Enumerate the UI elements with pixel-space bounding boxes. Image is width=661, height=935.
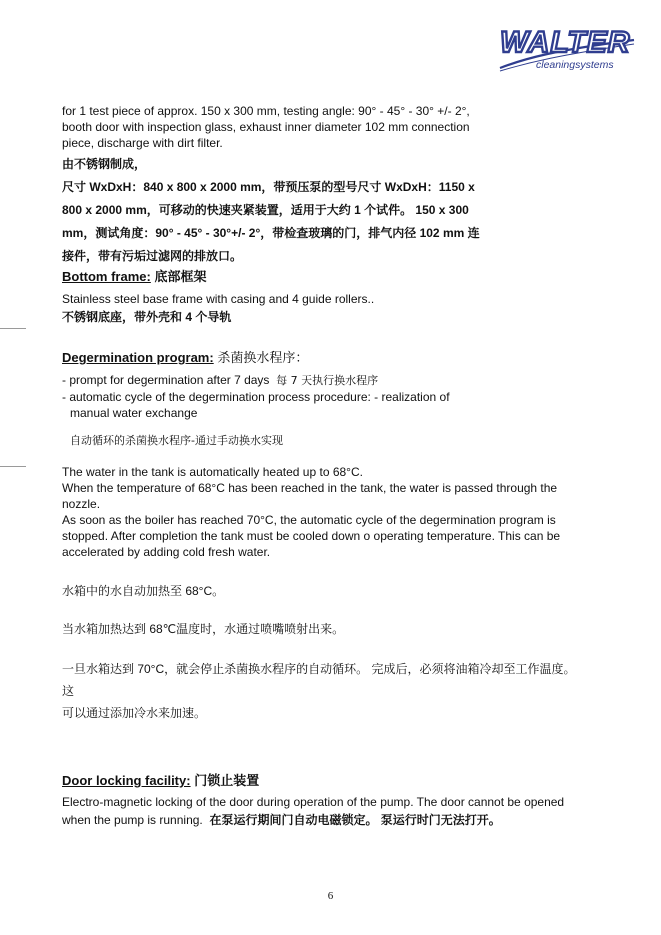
- intro-cn-line: 800 x 2000 mm，可移动的快速夹紧装置，适用于大约 1 个试件。 150 x 300: [62, 203, 469, 217]
- degermination-bullet-1-en: - prompt for degermination after 7 days: [62, 373, 270, 387]
- intro-en-line: piece, discharge with dirt filter.: [62, 136, 223, 150]
- intro-cn-line: mm，测试角度：90° - 45° - 30°+/- 2°，带检查玻璃的门，排气内径 102 mm 连: [62, 226, 480, 240]
- intro-en-line: for 1 test piece of approx. 150 x 300 mm, testing angle: 90° - 45° - 30° +/- 2°,: [62, 104, 470, 118]
- degermination-cn-1: 水箱中的水自动加热至 68°C。: [62, 584, 225, 598]
- logo-tagline: cleaningsystems: [536, 59, 614, 71]
- door-locking-en: Electro-magnetic locking of the door during operation of the pump. The door cannot be opened: [62, 795, 565, 809]
- intro-cn-line: 尺寸 WxDxH：840 x 800 x 2000 mm，带预压泵的型号尺寸 WxDxH：1150 x: [62, 180, 475, 194]
- degermination-bullet-2-cn: 自动循环的杀菌换水程序-通过手动换水实现: [70, 434, 283, 447]
- intro-cn-line: 接件，带有污垢过滤网的排放口。: [62, 249, 243, 263]
- degermination-bullet-2-cont: manual water exchange: [70, 406, 198, 420]
- page-margin-mark-2: [0, 466, 26, 467]
- door-locking-heading-en: Door locking facility:: [62, 773, 191, 788]
- degermination-para-line: As soon as the boiler has reached 70°C, the automatic cycle of the degermination program is: [62, 513, 556, 527]
- degermination-para-line: nozzle.: [62, 497, 101, 511]
- degermination-para-line: When the temperature of 68°C has been reached in the tank, the water is passed through the: [62, 481, 558, 495]
- page-margin-mark-1: [0, 328, 26, 329]
- bottom-frame-en: Stainless steel base frame with casing and 4 guide rollers..: [62, 292, 375, 306]
- intro-cn-line: 由不锈钢制成，: [62, 157, 147, 171]
- degermination-bullet-1: [62, 372, 582, 389]
- door-locking-line-2: [62, 811, 582, 829]
- degermination-heading-en: Degermination program:: [62, 350, 214, 365]
- bottom-frame-heading: [62, 268, 582, 286]
- degermination-bullet-2: - automatic cycle of the degermination process procedure: - realization of: [62, 390, 450, 404]
- degermination-paragraph-en: [62, 464, 582, 560]
- walter-logo-graphic: [496, 28, 638, 74]
- page-number: 6: [327, 890, 334, 902]
- door-locking-heading-cn: 门锁止装置: [194, 773, 260, 788]
- degermination-cn-3-cont: 可以通过添加冷水来加速。: [62, 706, 207, 720]
- document-body: [62, 103, 582, 829]
- degermination-bullet-1-cn: 每 7 天执行换水程序: [276, 374, 379, 387]
- bottom-frame-cn: 不锈钢底座，带外壳和 4 个导轨: [62, 310, 232, 324]
- door-locking-cn: 在泵运行期间门自动电磁锁定。 泵运行时门无法打开。: [209, 813, 501, 827]
- logo-brand-text: WALTER: [500, 28, 631, 59]
- door-locking-en-2: when the pump is running.: [62, 813, 203, 827]
- degermination-para-line: The water in the tank is automatically heated up to 68°C.: [62, 465, 363, 479]
- intro-en-line: booth door with inspection glass, exhaust inner diameter 102 mm connection: [62, 120, 470, 134]
- degermination-cn-2: 当水箱加热达到 68℃温度时，水通过喷嘴喷射出来。: [62, 622, 345, 636]
- bottom-frame-heading-en: Bottom frame:: [62, 269, 151, 284]
- degermination-cn-3: 一旦水箱达到 70°C，就会停止杀菌换水程序的自动循环。 完成后，必须将油箱冷却至工作温度。 这: [62, 662, 576, 698]
- degermination-heading-cn: 杀菌换水程序：: [217, 351, 309, 366]
- degermination-heading: [62, 349, 582, 368]
- door-locking-heading: [62, 772, 582, 790]
- degermination-para-line: accelerated by adding cold fresh water.: [62, 545, 271, 559]
- bottom-frame-heading-cn: 底部框架: [154, 269, 207, 284]
- walter-logo: [496, 28, 638, 74]
- degermination-para-line: stopped. After completion the tank must be cooled down o operating temperature. This can be: [62, 529, 561, 543]
